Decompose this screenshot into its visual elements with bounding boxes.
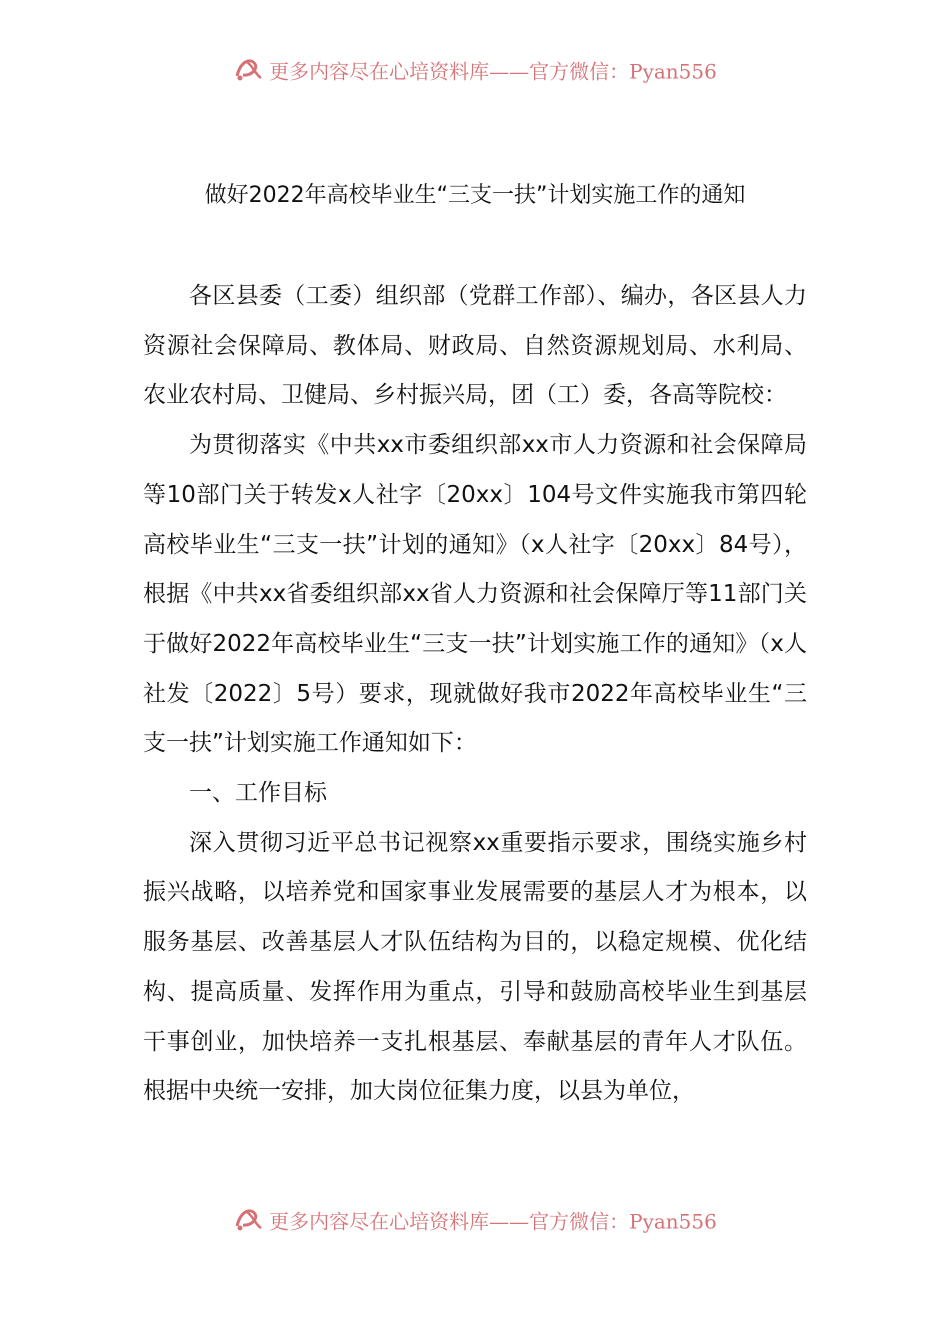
watermark-text: 更多内容尽在心培资料库——官方微信：Pyan556 [269,1209,717,1234]
footer-watermark [0,1206,950,1240]
watermark-logo-icon [233,1206,263,1240]
header-watermark [0,56,950,90]
document-title: 做好2022年高校毕业生“三支一扶”计划实施工作的通知 [204,183,746,208]
document-body [143,272,807,1117]
section-heading: 一、工作目标 [189,780,327,807]
watermark-logo-icon [233,56,263,90]
paragraph-intro: 为贯彻落实《中共xx市委组织部xx市人力资源和社会保障局等10部门关于转发x人社字〔20xx〕104号文件实施我市第四轮高校毕业生“三支一扶”计划的通知》（x人社字〔20xx〕84号），根据《中共xx省委组织部xx省人力资源和社会保障厅等11部门关于做好2022年高校毕业生“三支一扶”计划实施工作的通知》（x人社发〔2022〕5号）要求，现就做好我市2022年高校毕业生“三支一扶”计划实施工作通知如下： [143,432,807,757]
paragraph-goals: 深入贯彻习近平总书记视察xx重要指示要求，围绕实施乡村振兴战略，以培养党和国家事业发展需要的基层人才为根本，以服务基层、改善基层人才队伍结构为目的，以稳定规模、优化结构、提高质量、发挥作用为重点，引导和鼓励高校毕业生到基层干事创业，加快培养一支扎根基层、奉献基层的青年人才队伍。根据中央统一安排，加大岗位征集力度，以县为单位， [143,829,807,1105]
paragraph-recipients: 各区县委（工委）组织部（党群工作部）、编办，各区县人力资源社会保障局、教体局、财政局、自然资源规划局、水利局、农业农村局、卫健局、乡村振兴局，团（工）委，各高等院校： [143,283,807,409]
watermark-text: 更多内容尽在心培资料库——官方微信：Pyan556 [269,59,717,84]
